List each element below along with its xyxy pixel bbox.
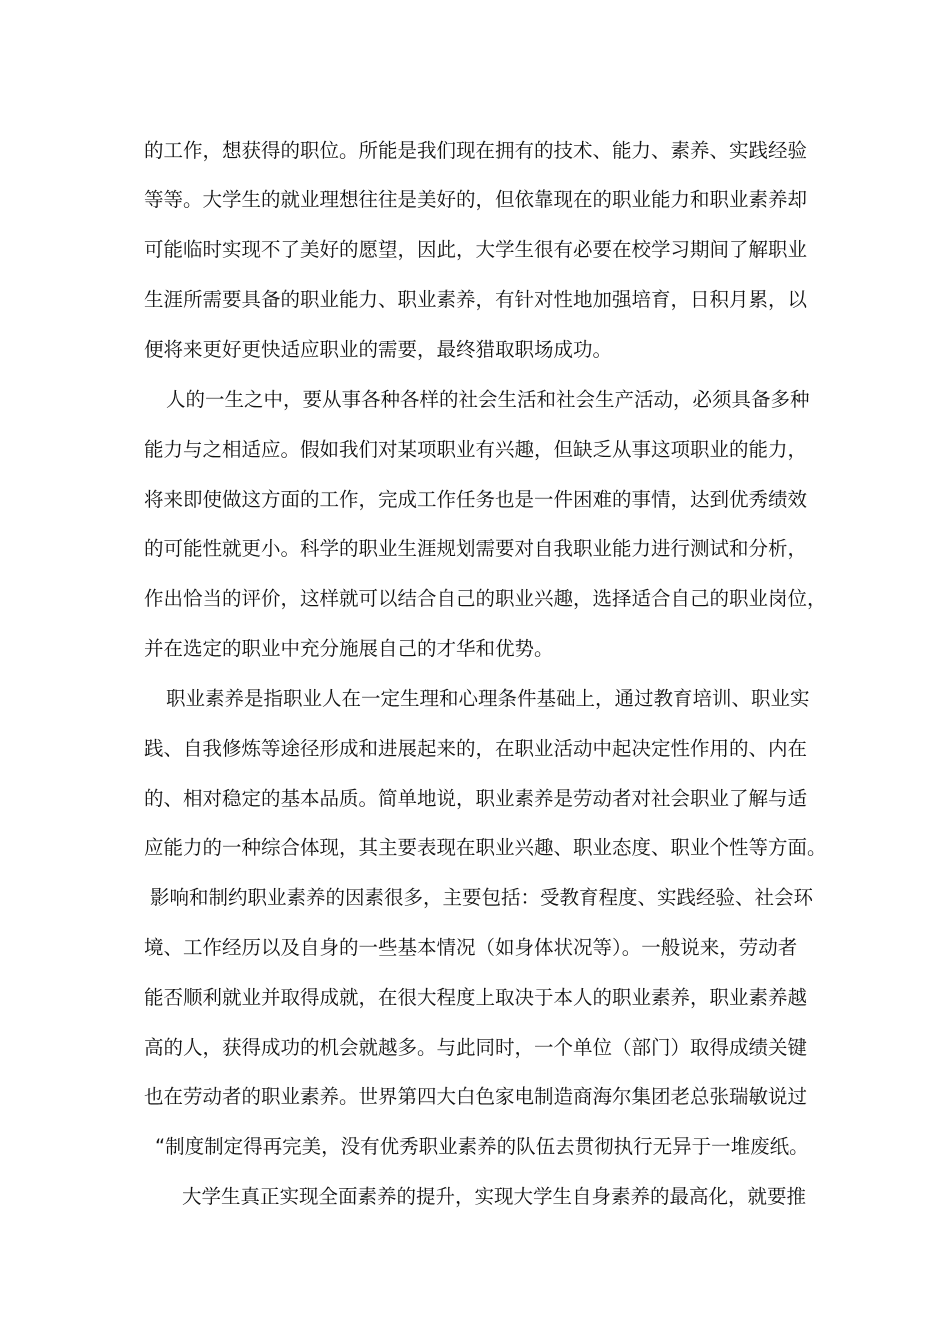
text-line: 能否顺利就业并取得成就，在很大程度上取决于本人的职业素养，职业素养越 <box>144 986 808 1009</box>
text-line: 践、自我修炼等途径形成和进展起来的，在职业活动中起决定性作用的、内在 <box>144 737 808 760</box>
text-line: 境、工作经历以及自身的一些基本情况（如身体状况等）。一般说来，劳动者 <box>144 936 798 959</box>
text-line: 的工作，想获得的职位。所能是我们现在拥有的技术、能力、素养、实践经验 <box>144 139 808 162</box>
text-line: 作出恰当的评价，这样就可以结合自己的职业兴趣，选择适合自己的职业岗位， <box>144 587 827 610</box>
text-line: 并在选定的职业中充分施展自己的才华和优势。 <box>144 637 554 660</box>
text-line: 可能临时实现不了美好的愿望，因此，大学生很有必要在校学习期间了解职业 <box>144 238 808 261</box>
text-line: 应能力的一种综合体现，其主要表现在职业兴趣、职业态度、职业个性等方面。 <box>144 836 827 859</box>
text-line: 的、相对稳定的基本品质。简单地说，职业素养是劳动者对社会职业了解与适 <box>144 787 808 810</box>
paragraph-first-line: 人的一生之中，要从事各种各样的社会生活和社会生产活动，必须具备多种 <box>166 388 810 411</box>
paragraph-first-line: 大学生真正实现全面素养的提升，实现大学生自身素养的最高化，就要推 <box>182 1185 807 1208</box>
text-line: 能力与之相适应。假如我们对某项职业有兴趣，但缺乏从事这项职业的能力， <box>144 438 808 461</box>
text-line: 便将来更好更快适应职业的需要，最终猎取职场成功。 <box>144 338 613 361</box>
text-line: 高的人，获得成功的机会就越多。与此同时，一个单位（部门）取得成绩关键 <box>144 1036 808 1059</box>
text-line: 也在劳动者的职业素养。世界第四大白色家电制造商海尔集团老总张瑞敏说过 <box>144 1085 808 1108</box>
text-line: 等等。大学生的就业理想往往是美好的，但依靠现在的职业能力和职业素养却 <box>144 188 808 211</box>
paragraph-first-line: 职业素养是指职业人在一定生理和心理条件基础上，通过教育培训、职业实 <box>166 687 810 710</box>
text-line: 的可能性就更小。科学的职业生涯规划需要对自我职业能力进行测试和分析， <box>144 537 808 560</box>
text-line: 影响和制约职业素养的因素很多，主要包括：受教育程度、实践经验、社会环 <box>150 886 814 909</box>
text-line: 生涯所需要具备的职业能力、职业素养，有针对性地加强培育，日积月累，以 <box>144 288 808 311</box>
quote-line: “制度制定得再完美，没有优秀职业素养的队伍去贯彻执行无异于一堆废纸。 <box>155 1135 809 1158</box>
text-line: 将来即使做这方面的工作，完成工作任务也是一件困难的事情，达到优秀绩效 <box>144 488 808 511</box>
